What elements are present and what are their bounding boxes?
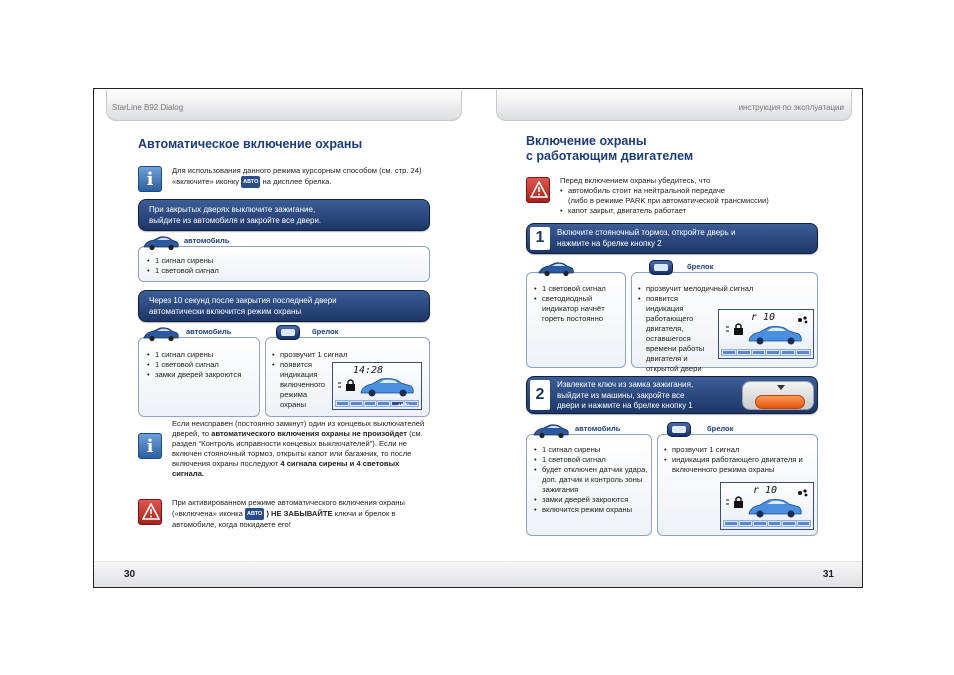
car-box-2	[138, 337, 260, 417]
car-icon	[537, 261, 575, 277]
left-page	[94, 89, 479, 588]
step-number: 1	[530, 227, 550, 250]
car-display-icon	[747, 497, 803, 519]
step-1-car-box	[526, 272, 626, 368]
list-item: • 1 сигнал сирены	[147, 350, 255, 360]
fob-label: брелок	[687, 262, 714, 271]
manual-spread	[93, 88, 863, 588]
car-display-icon	[359, 376, 415, 398]
car-label: автомобиль	[575, 424, 621, 433]
lock-icon	[725, 495, 747, 509]
fob-button-1	[755, 395, 805, 409]
list-item: • появится индикация работающего двигателя, оставшегося времени работы двигателя и открытой двери	[638, 294, 716, 374]
display-time: 14:28	[353, 365, 384, 376]
auto-tag: АВТО	[397, 402, 409, 407]
left-page-title: Автоматическое включение охраны	[138, 137, 363, 151]
key-fob-icon	[667, 422, 691, 437]
warning-icon	[526, 177, 550, 203]
car-box-1	[138, 246, 430, 282]
key-fob-image	[742, 381, 814, 410]
list-item: • прозвучит 1 сигнал	[664, 445, 814, 455]
key-fob-icon	[276, 325, 300, 340]
step-1-fob-box	[631, 272, 818, 373]
fob-box-1	[265, 337, 430, 417]
list-item: • 1 световой сигнал	[534, 284, 622, 294]
right-page	[479, 89, 863, 588]
list-item: • прозвучит 1 сигнал	[272, 350, 372, 360]
list-item: • индикация работающего двигателя и включенного режима охраны	[664, 455, 814, 475]
page-number-right: 31	[822, 569, 834, 580]
fob-display	[718, 309, 814, 359]
exhaust-icon	[797, 488, 809, 498]
list-item: • замки дверей закроются	[534, 495, 649, 505]
warning-text: Перед включением охраны убедитесь, что • автомобиль стоит на нейтральной передаче (либо в режиме PARK при автоматической трансмиссии) • капот закрыт, двигатель работает	[560, 176, 769, 215]
display-time: r 10	[751, 312, 776, 323]
info-text-2: Если неисправен (постоянно замкнут) один из концевых выключателей дверей, то автоматического включения охраны не произойдет (см. раздел “Контроль исправности концевых выключателей”). Если не включен стояночный тормоз, открыты капот или багажник, то после включения охраны последуют 4 сигнала сирены и 4 световых сигнала.	[172, 419, 425, 478]
list-item: • прозвучит мелодичный сигнал	[638, 284, 813, 294]
info-text-1: Для использования данного режима курсорным способом (см. стр. 24) «включите» иконку АВТО на дисплее брелка.	[172, 166, 422, 186]
left-header-text: StarLine B92 Dialog	[112, 103, 184, 112]
car-icon	[142, 235, 180, 251]
step-number: 2	[530, 380, 550, 410]
car-icon	[142, 326, 180, 342]
page-number-left: 30	[124, 569, 136, 580]
car-display-icon	[747, 324, 803, 346]
car-icon	[532, 423, 570, 439]
lock-icon	[725, 322, 747, 336]
list-item: • появится индикация включенного режима охраны	[272, 360, 332, 410]
list-item: • 1 сигнал сирены	[147, 256, 219, 266]
exhaust-icon	[797, 315, 809, 325]
list-item: • будет отключен датчик удара, доп. датчик и контроль зоны зажигания	[534, 465, 649, 495]
display-icon-strip	[721, 349, 811, 356]
list-item: • 1 световой сигнал	[534, 455, 649, 465]
list-item: • включится режим охраны	[534, 505, 649, 515]
pointer-arrow-icon	[777, 385, 785, 390]
step-2-car-box	[526, 434, 652, 536]
warning-text: При активированном режиме автоматического включения охраны («включена» иконка АВТО ) НЕ ЗАБЫВАЙТЕ ключи и брелок в автомобиле, когда покидаете его!	[172, 498, 405, 529]
fob-display	[332, 362, 422, 410]
left-footer-bar	[94, 561, 479, 588]
fob-label: брелок	[312, 327, 339, 336]
key-fob-icon	[649, 260, 673, 275]
auto-icon: АВТО	[245, 508, 264, 520]
instruction-bar-1: При закрытых дверях выключите зажигание, выйдите из автомобиля и закройте все двери.	[138, 199, 430, 231]
step-2-fob-box	[657, 434, 818, 536]
display-time: r 10	[753, 485, 778, 496]
auto-icon: АВТО	[241, 176, 260, 188]
right-page-title: Включение охраны с работающим двигателем	[526, 134, 694, 163]
list-item: • 1 световой сигнал	[147, 360, 255, 370]
list-item: • 1 сигнал сирены	[534, 445, 649, 455]
info-icon: i	[138, 433, 162, 459]
right-footer-bar	[479, 561, 863, 588]
right-header-text: инструкция по эксплуатации	[738, 103, 844, 112]
list-item: • замки дверей закроются	[147, 370, 255, 380]
info-icon: i	[138, 166, 162, 192]
warning-icon	[138, 499, 162, 525]
car-label: автомобиль	[186, 327, 232, 336]
car-label: автомобиль	[184, 236, 230, 245]
step-2-bar: 2 Извлеките ключ из замка зажигания, выйдите из машины, закройте все двери и нажмите на брелке кнопку 1	[526, 376, 818, 414]
step-1-bar: 1 Включите стояночный тормоз, откройте дверь и нажмите на брелке кнопку 2	[526, 223, 818, 254]
fob-label: брелок	[707, 424, 734, 433]
fob-display	[720, 482, 814, 530]
instruction-bar-2: Через 10 секунд после закрытия последней двери автоматически включится режим охраны	[138, 290, 430, 322]
list-item: • 1 световой сигнал	[147, 266, 219, 276]
display-icon-strip	[723, 520, 811, 527]
lock-icon	[337, 378, 359, 392]
list-item: • светодиодный индикатор начнёт гореть постоянно	[534, 294, 622, 324]
